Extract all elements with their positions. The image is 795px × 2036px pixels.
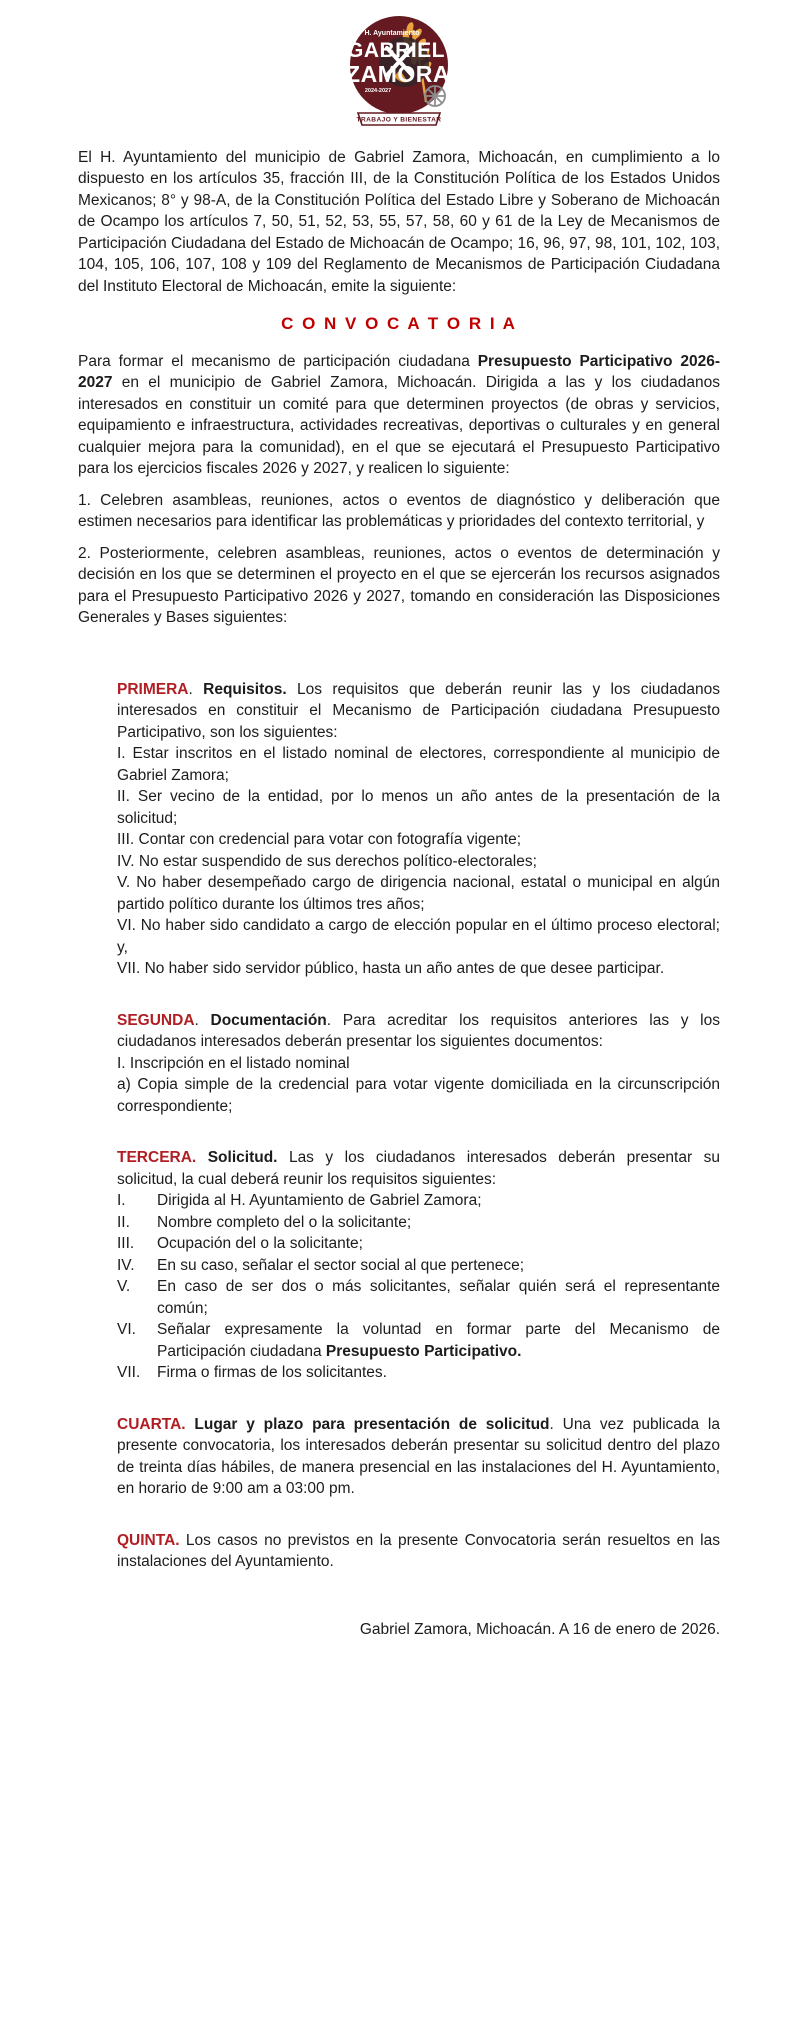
purpose-text-pre: Para formar el mecanismo de participación ciudadana bbox=[78, 352, 478, 370]
section-cuarta bbox=[117, 1414, 720, 1500]
section-quinta-title: QUINTA. bbox=[117, 1531, 180, 1549]
section-quinta-head bbox=[117, 1530, 720, 1573]
requisito-item-1: I. Estar inscritos en el listado nominal de electores, correspondiente al municipio de Gabriel Zamora; bbox=[117, 745, 720, 784]
documento-item-2: a) Copia simple de la credencial para votar vigente domiciliada en la circunscripción correspondiente; bbox=[117, 1076, 720, 1115]
solicitud-item-4: IV. En su caso, señalar el sector social al que pertenece; bbox=[117, 1256, 525, 1274]
section-segunda-text: . Para acreditar los requisitos anteriores las y los ciudadanos interesados deberán presentar los siguientes documentos: bbox=[117, 1011, 720, 1050]
section-segunda bbox=[117, 1010, 720, 1118]
solicitud-item-1: I. Dirigida al H. Ayuntamiento de Gabriel Zamora; bbox=[117, 1192, 482, 1209]
solicitud-item-6: VI. Señalar expresamente la voluntad en formar parte del Mecanismo de Participación ciudadana Presupuesto Participativo. bbox=[117, 1321, 720, 1360]
solicitud-item-5: V. En caso de ser dos o más solicitantes, señalar quién será el representante común; bbox=[117, 1278, 720, 1317]
section-tercera bbox=[117, 1147, 720, 1384]
bases-block bbox=[78, 679, 720, 1573]
requisito-item-2: II. Ser vecino de la entidad, por lo menos un año antes de la presentación de la solicitud; bbox=[117, 788, 720, 827]
section-cuarta-title: CUARTA. bbox=[117, 1415, 186, 1433]
section-primera-text: Los requisitos que deberán reunir las y los ciudadanos interesados en constituir el Mecanismo de Participación ciudadana Presupuesto Participativo, son los siguientes: bbox=[117, 680, 720, 741]
section-tercera-text: Las y los ciudadanos interesados deberán presentar su solicitud, la cual deberá reunir los requisitos siguientes: bbox=[117, 1149, 720, 1188]
seal-period-text: 2024-2027 bbox=[364, 88, 392, 94]
seal-name-line2: ZAMORA bbox=[346, 61, 450, 87]
section-primera bbox=[117, 679, 720, 980]
purpose-text-post: en el municipio de Gabriel Zamora, Michoacán. Dirigida a las y los ciudadanos interesados en constituir un comité para que determinen proyectos (de obras y servicios, equipamiento e infraestructura, actividades recreativas, deportivas o culturales y en general cualquier mejora para la comunidad), en el que se ejecutará el Presupuesto Participativo para los ejercicios fiscales 2026 y 2027, y realicen lo siguiente: bbox=[78, 374, 720, 477]
seal-banner bbox=[357, 113, 442, 125]
requisito-item-3: III. Contar con credencial para votar con fotografía vigente; bbox=[117, 831, 522, 848]
section-quinta-text: Los casos no previstos en la presente Convocatoria serán resueltos en las instalaciones del Ayuntamiento. bbox=[117, 1531, 720, 1570]
section-quinta bbox=[117, 1530, 720, 1573]
intro-paragraph: El H. Ayuntamiento del municipio de Gabriel Zamora, Michoacán, en cumplimiento a lo dispuesto en los artículos 35, fracción III, de la Constitución Política de los Estados Unidos Mexicanos; 8° y 98-A, de la Constitución Política del Estado Libre y Soberano de Michoacán de Ocampo los artículos 7, 50, 51, 52, 53, 55, 57, 58, 60 y 61 de la Ley de Mecanismos de Participación Ciudadana del Estado de Michoacán de Ocampo; 16, 96, 97, 98, 101, 102, 103, 104, 105, 106, 107, 108 y 109 del Reglamento de Mecanismos de Participación Ciudadana del Instituto Electoral de Michoacán, emite la siguiente: bbox=[78, 148, 720, 295]
solicitud-item-2: II. Nombre completo del o la solicitante; bbox=[117, 1213, 412, 1231]
section-primera-title: PRIMERA bbox=[117, 680, 189, 698]
section-tercera-subtitle: Solicitud. bbox=[207, 1149, 278, 1166]
section-cuarta-text: . Una vez publicada la presente convocatoria, los interesados deberán presentar su solicitud dentro del plazo de treinta días hábiles, de manera presencial en las instalaciones del H. Ayuntamiento, en horario de 9:00 am a 03:00 pm. bbox=[117, 1415, 720, 1497]
section-primera-head: PRIMERA. Requisitos. Los requisitos que deberán reunir las y los ciudadanos interesados en constituir el Mecanismo de Participación ciudadana Presupuesto Participativo, son los siguientes: bbox=[117, 680, 720, 741]
convocatoria-heading: C O N V O C A T O R I A bbox=[281, 314, 517, 333]
requisito-item-5: V. No haber desempeñado cargo de dirigencia nacional, estatal o municipal en algún partido político durante los últimos tres años; bbox=[117, 874, 720, 913]
requisito-item-4: IV. No estar suspendido de sus derechos político-electorales; bbox=[117, 852, 537, 870]
section-cuarta-subtitle: Lugar y plazo para presentación de solicitud bbox=[194, 1415, 550, 1433]
solicitud-item-7: VII. Firma o firmas de los solicitantes. bbox=[117, 1364, 387, 1381]
section-cuarta-head bbox=[117, 1414, 720, 1500]
seal-org-text: H. Ayuntamiento bbox=[364, 30, 420, 37]
seal-name-line1: GABRIEL bbox=[347, 39, 445, 62]
section-primera-subtitle: Requisitos. bbox=[203, 680, 287, 698]
municipal-seal bbox=[78, 14, 720, 135]
section-segunda-title: SEGUNDA bbox=[117, 1011, 195, 1029]
ferris-wheel-icon bbox=[425, 86, 445, 106]
section-tercera-title: TERCERA. bbox=[117, 1149, 197, 1166]
numbered-paragraph-2: 2. Posteriormente, celebren asambleas, reuniones, actos o eventos de determinación y decisión en los que se determinen el proyecto en el que se ejercerán los recursos asignados para el Presupuesto Participativo 2026 y 2027, tomando en consideración las Disposiciones Generales y Bases siguientes: bbox=[78, 544, 720, 626]
numbered-paragraph-1: 1. Celebren asambleas, reuniones, actos o eventos de diagnóstico y deliberación que estimen necesarios para identificar las problemáticas y prioridades del contexto territorial, y bbox=[78, 491, 720, 530]
requisito-item-7: VII. No haber sido servidor público, hasta un año antes de que desee participar. bbox=[117, 960, 665, 977]
section-segunda-head: SEGUNDA. Documentación. Para acreditar los requisitos anteriores las y los ciudadanos interesados deberán presentar los siguientes documentos: bbox=[117, 1011, 720, 1050]
dateline: Gabriel Zamora, Michoacán. A 16 de enero de 2026. bbox=[359, 1620, 720, 1638]
seal-graphic bbox=[346, 14, 452, 128]
purpose-paragraph bbox=[78, 351, 720, 480]
requisito-item-6: VI. No haber sido candidato a cargo de elección popular en el último proceso electoral; y, bbox=[117, 917, 720, 956]
seal-motto-text: TRABAJO Y BIENESTAR bbox=[356, 116, 442, 124]
purpose-text-bold: Presupuesto Participativo 2026-2027 bbox=[78, 352, 720, 391]
section-segunda-subtitle: Documentación bbox=[210, 1011, 327, 1029]
section-tercera-head bbox=[117, 1147, 720, 1190]
documento-item-1: I. Inscripción en el listado nominal bbox=[117, 1054, 350, 1072]
solicitud-item-3: III. Ocupación del o la solicitante; bbox=[117, 1235, 363, 1252]
